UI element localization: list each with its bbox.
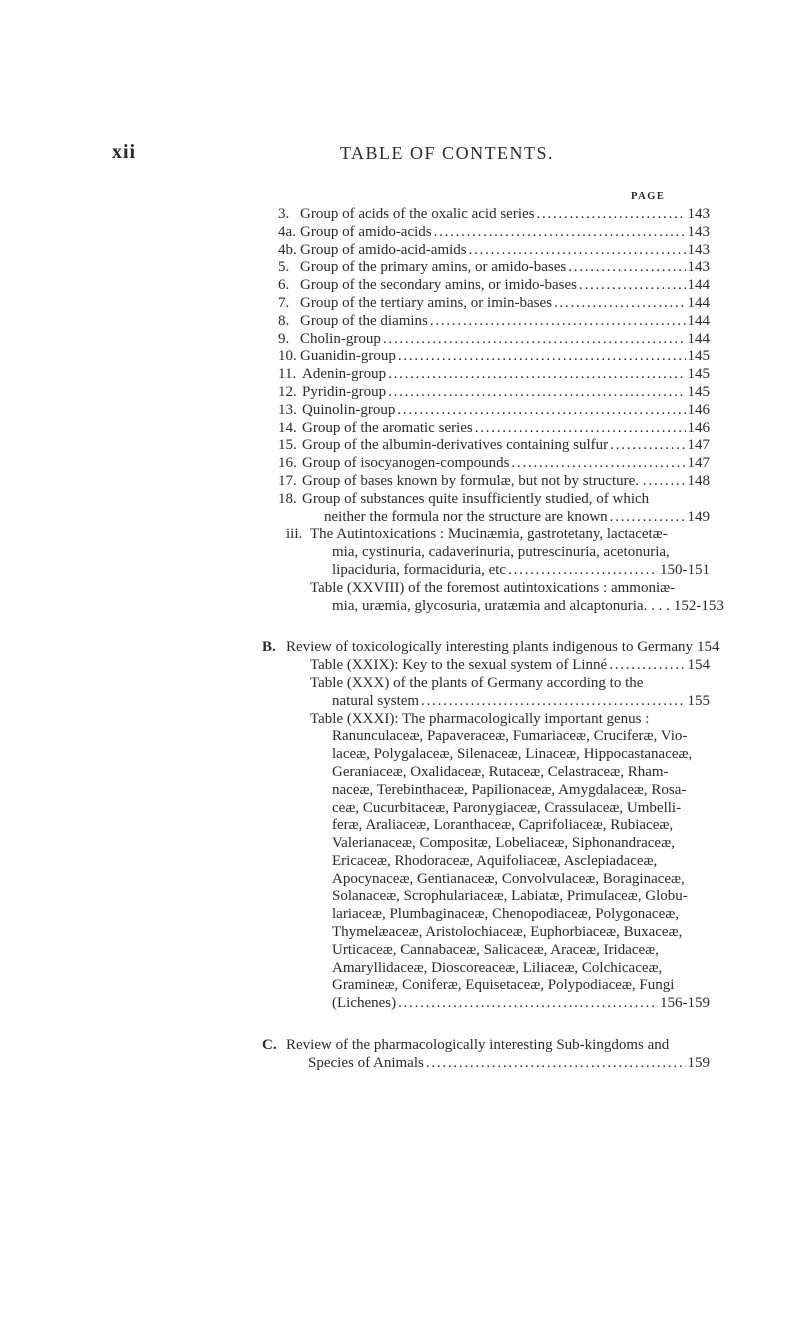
toc-entry-text: Table (XXVIII) of the foremost autintoxications : ammoniæ- xyxy=(310,579,676,596)
leader-dots xyxy=(397,402,685,420)
toc-entry-text: ceæ, Cucurbitaceæ, Paronygiaceæ, Crassulaceæ, Umbelli- xyxy=(332,799,682,816)
toc-entry-text: Valerianaceæ, Compositæ, Lobeliaceæ, Siphonandraceæ, xyxy=(332,835,675,852)
toc-page-number: 150-151 xyxy=(660,561,710,578)
toc-entry-text: Group of bases known by formulæ, but not by structure. . xyxy=(302,472,647,489)
toc-entry-number: 5. xyxy=(278,259,290,276)
toc-page-number: 143 xyxy=(687,206,710,222)
toc-entry-number: 18. xyxy=(278,490,297,507)
leader-dots xyxy=(609,657,685,675)
toc-entry-text: Review of the pharmacologically interesting Sub-kingdoms and xyxy=(286,1037,670,1054)
toc-entry-number: 6. xyxy=(278,277,290,294)
toc-page-number: 144 xyxy=(687,330,710,347)
toc-entry-text: Species of Animals xyxy=(308,1054,424,1071)
toc-entry-text: Quinolin-group xyxy=(302,401,396,418)
leader-dots xyxy=(430,313,686,331)
toc-page-number: 143 xyxy=(687,259,710,276)
toc-entry xyxy=(0,437,800,455)
running-title: TABLE OF CONTENTS. xyxy=(340,143,555,163)
toc-entry xyxy=(0,224,800,242)
toc-entry-text: Group of the primary amins, or amido-bases xyxy=(300,259,567,276)
toc-entry-text: Ranunculaceæ, Papaveraceæ, Fumariaceæ, Cruciferæ, Vio- xyxy=(332,728,688,745)
toc-entry-number: C. xyxy=(262,1037,277,1054)
toc-entry xyxy=(0,366,800,384)
leader-dots xyxy=(568,259,685,277)
toc-page-number: 154 xyxy=(687,657,710,674)
page-column-heading: PAGE xyxy=(631,191,666,202)
table-of-contents xyxy=(0,206,800,1073)
leader-dots xyxy=(610,509,686,527)
toc-entry-number: 3. xyxy=(278,206,290,222)
leader-dots xyxy=(537,206,686,224)
toc-page-number: 159 xyxy=(687,1054,710,1071)
toc-entry-text: Apocynaceæ, Gentianaceæ, Convolvulaceæ, Boraginaceæ, xyxy=(332,870,685,887)
toc-entry xyxy=(0,675,800,711)
leader-dots xyxy=(398,348,686,366)
toc-entry xyxy=(0,331,800,349)
toc-entry-text: natural system xyxy=(332,692,420,709)
toc-entry-text: Thymelæaceæ, Aristolochiaceæ, Euphorbiaceæ, Buxaceæ, xyxy=(332,924,683,941)
toc-page-number: 147 xyxy=(687,437,710,454)
toc-page-number: 144 xyxy=(687,277,710,294)
leader-dots xyxy=(434,224,686,242)
toc-entry-number: 17. xyxy=(278,472,297,489)
toc-page-number: 145 xyxy=(687,348,710,365)
toc-entry-text: Group of substances quite insufficiently studied, of which xyxy=(302,490,650,507)
toc-entry-text: Pyridin-group xyxy=(302,383,387,400)
toc-entry-number: 4a. xyxy=(278,223,296,240)
toc-entry-number: iii. xyxy=(286,526,303,543)
toc-entry-number: 16. xyxy=(278,455,297,472)
toc-entry-text: Guanidin-group xyxy=(300,348,396,365)
toc-entry-text: mia, cystinuria, cadaverinuria, putrescinuria, acetonuria, xyxy=(332,544,670,561)
toc-entry-text: neither the formula nor the structure are known xyxy=(324,508,608,525)
toc-entry xyxy=(0,473,800,491)
toc-entry xyxy=(0,313,800,331)
toc-entry-text: Group of the diamins xyxy=(300,312,428,329)
toc-entry-text: Group of the tertiary amins, or imin-bases xyxy=(300,294,553,311)
toc-entry-text: (Lichenes) xyxy=(332,995,397,1012)
toc-entry-text: Group of the albumin-derivatives containing sulfur xyxy=(302,437,609,454)
leader-dots xyxy=(426,1055,686,1073)
toc-entry-text: Group of the aromatic series xyxy=(302,419,473,436)
toc-entry xyxy=(0,384,800,402)
toc-entry-number: B. xyxy=(262,639,276,656)
toc-entry-text: Group of acids of the oxalic acid series xyxy=(300,206,535,222)
toc-entry xyxy=(0,639,800,657)
toc-entry xyxy=(0,295,800,313)
toc-page-number: 155 xyxy=(687,692,710,709)
toc-entry-text: Table (XXXI): The pharmacologically important genus : xyxy=(310,710,650,727)
toc-entry-text: Geraniaceæ, Oxalidaceæ, Rutaceæ, Celastraceæ, Rham- xyxy=(332,763,669,780)
toc-entry xyxy=(0,491,800,527)
toc-entry-text: Amaryllidaceæ, Dioscoreaceæ, Liliaceæ, Colchicaceæ, xyxy=(332,959,663,976)
toc-entry-number: 13. xyxy=(278,401,297,418)
toc-page-number: 145 xyxy=(687,366,710,383)
leader-dots xyxy=(511,455,685,473)
leader-dots xyxy=(610,437,685,455)
toc-entry-text: Group of amido-acids xyxy=(300,223,432,240)
toc-entry-text: lariaceæ, Plumbaginaceæ, Chenopodiaceæ, Polygonaceæ, xyxy=(332,906,679,923)
toc-entry-text: mia, uræmia, glycosuria, uratæmia and alcaptonuria. . . . xyxy=(332,597,670,614)
toc-entry-text: Table (XXIX): Key to the sexual system of Linné xyxy=(310,657,608,674)
toc-entry xyxy=(0,711,800,1014)
leader-dots xyxy=(579,277,685,295)
leader-dots xyxy=(508,562,658,580)
toc-page-number: 143 xyxy=(687,241,710,258)
toc-entry-number: 14. xyxy=(278,419,297,436)
toc-page-number: 146 xyxy=(687,419,710,436)
leader-dots xyxy=(649,473,686,491)
toc-page-number: 148 xyxy=(687,472,710,489)
leader-dots xyxy=(398,995,658,1013)
toc-entry-text: Group of amido-acid-amids xyxy=(300,241,467,258)
toc-page-number: 152-153 xyxy=(673,597,724,614)
toc-entry-number: 7. xyxy=(278,294,290,311)
toc-entry-number: 10. xyxy=(278,348,297,365)
toc-entry-text: Group of isocyanogen-compounds xyxy=(302,455,510,472)
toc-entry xyxy=(0,657,800,675)
toc-entry-number: 15. xyxy=(278,437,297,454)
toc-page-number: 144 xyxy=(687,294,710,311)
toc-entry-number: 4b. xyxy=(278,241,297,258)
toc-entry-text: Adenin-group xyxy=(302,366,387,383)
page-number: xii xyxy=(112,141,137,163)
toc-page-number: 146 xyxy=(687,401,710,418)
toc-entry-text: laceæ, Polygalaceæ, Silenaceæ, Linaceæ, Hippocastanaceæ, xyxy=(332,746,693,763)
toc-entry-number: 8. xyxy=(278,312,290,329)
toc-entry-text: Table (XXX) of the plants of Germany according to the xyxy=(310,674,644,691)
toc-entry xyxy=(0,242,800,260)
toc-entry xyxy=(0,580,800,616)
toc-page-number: 143 xyxy=(687,223,710,240)
toc-entry xyxy=(0,277,800,295)
toc-page-number: 147 xyxy=(687,455,710,472)
toc-entry-number: 9. xyxy=(278,330,290,347)
toc-page-number: 156-159 xyxy=(660,995,710,1012)
toc-entry xyxy=(0,348,800,366)
toc-entry-text: lipaciduria, formaciduria, etc xyxy=(332,561,507,578)
toc-entry-text: naceæ, Terebinthaceæ, Papilionaceæ, Amygdalaceæ, Rosa- xyxy=(332,781,687,798)
leader-dots xyxy=(469,242,686,260)
leader-dots xyxy=(388,366,685,384)
toc-entry xyxy=(0,526,800,579)
toc-entry-text: Gramineæ, Coniferæ, Equisetaceæ, Polypodiaceæ, Fungi xyxy=(332,977,675,994)
leader-dots xyxy=(475,420,686,438)
toc-entry xyxy=(0,206,800,224)
toc-entry xyxy=(0,1037,800,1073)
leader-dots xyxy=(383,331,686,349)
toc-entry-text: Urticaceæ, Cannabaceæ, Salicaceæ, Araceæ, Iridaceæ, xyxy=(332,941,659,958)
toc-entry xyxy=(0,259,800,277)
toc-entry xyxy=(0,402,800,420)
toc-entry-number: 12. xyxy=(278,383,297,400)
toc-page-number: 145 xyxy=(687,383,710,400)
toc-entry-number: 11. xyxy=(278,366,297,383)
leader-dots xyxy=(388,384,685,402)
toc-entry xyxy=(0,420,800,438)
toc-entry-text: Group of the secondary amins, or imido-bases xyxy=(300,277,578,294)
leader-dots xyxy=(554,295,685,313)
toc-page-number: 149 xyxy=(687,508,710,525)
toc-page-number: 154 xyxy=(697,639,720,656)
toc-entry-text: Cholin-group xyxy=(300,330,381,347)
toc-entry-text: Solanaceæ, Scrophulariaceæ, Labiatæ, Primulaceæ, Globu- xyxy=(332,888,688,905)
leader-dots xyxy=(421,693,685,711)
toc-entry-text: feræ, Araliaceæ, Loranthaceæ, Caprifoliaceæ, Rubiaceæ, xyxy=(332,817,674,834)
toc-entry-text: The Autintoxications : Mucinæmia, gastrotetany, lactacetæ- xyxy=(310,526,668,543)
toc-page-number: 144 xyxy=(687,312,710,329)
page-header xyxy=(112,141,712,165)
toc-entry xyxy=(0,455,800,473)
toc-entry-text: Review of toxicologically interesting plants indigenous to Germany xyxy=(286,639,693,656)
toc-entry-text: Ericaceæ, Rhodoraceæ, Aquifoliaceæ, Asclepiadaceæ, xyxy=(332,852,658,869)
